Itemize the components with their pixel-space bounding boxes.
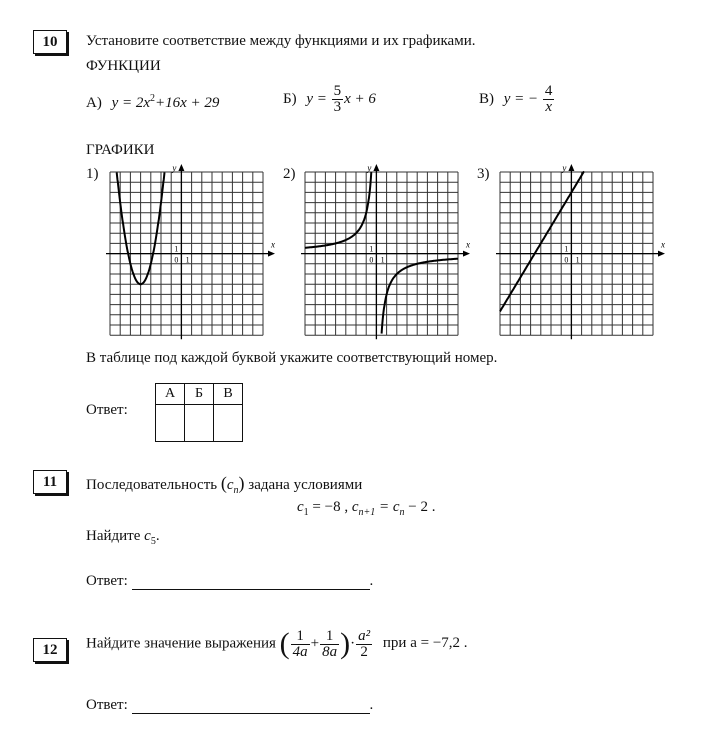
frac1-num: 1 (291, 629, 310, 645)
function-a-expr: y = 2x (111, 95, 151, 111)
task-number-10: 10 (33, 30, 67, 54)
graph-3-label: 3) (477, 166, 490, 182)
sequence-conditions (297, 499, 436, 518)
answer-table-header-b: Б (185, 384, 214, 405)
x-axis-label: x (466, 239, 470, 250)
hyperbola-right-branch (382, 259, 458, 334)
tick-label-1-y: 1 (174, 244, 179, 254)
y-axis-arrow (178, 164, 184, 171)
function-b-pre: y = (306, 90, 327, 107)
function-v-numerator: 4 (544, 83, 553, 99)
tick-label-1-x: 1 (380, 255, 385, 265)
function-b-label: Б) (283, 90, 297, 107)
function-a (86, 93, 219, 112)
task-number-11: 11 (33, 470, 67, 494)
function-v-denominator: x (545, 99, 552, 115)
task12-prompt-text: Найдите значение выражения (86, 635, 276, 652)
x-axis-arrow (268, 251, 275, 257)
y-axis-label: y (172, 163, 177, 173)
cond2-lhs: c (351, 499, 359, 515)
function-v-pre: y = − (503, 90, 539, 107)
tick-label-0: 0 (174, 255, 179, 265)
x-axis-label: x (271, 239, 275, 250)
function-b-fraction (332, 84, 344, 115)
graph-1 (100, 162, 285, 342)
graph-1-label: 1) (86, 166, 99, 182)
task11-find (86, 528, 160, 547)
dot-sign: · (350, 635, 356, 652)
task12-answer-field[interactable] (132, 699, 370, 714)
plus-sign: + (310, 635, 320, 652)
task11-find-pre: Найдите (86, 528, 141, 544)
task10-answer-label: Ответ: (86, 402, 128, 418)
function-v (479, 84, 555, 115)
cond2-mid: = c (379, 499, 400, 515)
x-axis-arrow (658, 251, 665, 257)
x-axis-label: x (661, 239, 665, 250)
graph-2 (295, 162, 480, 342)
answer-table (155, 383, 243, 442)
function-v-label: В) (479, 90, 494, 107)
task12-answer (86, 697, 373, 714)
function-b-numerator: 5 (333, 83, 342, 99)
cond1-rhs: = −8 , (312, 499, 349, 515)
frac3-num: a² (358, 627, 371, 644)
frac-1-over-8a (320, 629, 339, 660)
task12-condition: при a = −7,2 . (382, 635, 468, 652)
functions-header: ФУНКЦИИ (86, 58, 161, 74)
task12-answer-end: . (369, 697, 374, 713)
answer-cell-v[interactable] (214, 405, 243, 442)
task11-find-var: c (144, 528, 151, 544)
function-b-post: x + 6 (344, 90, 376, 107)
tick-label-1-y: 1 (369, 244, 374, 254)
answer-table-header-v: В (214, 384, 243, 405)
sequence-index: n (233, 485, 239, 496)
y-axis-label: y (367, 163, 372, 173)
cond1-sub: 1 (303, 507, 309, 518)
task11-find-sub: 5 (150, 536, 156, 547)
task11-prompt-post: задана условиями (248, 477, 363, 493)
task11-answer-end: . (369, 573, 374, 589)
task11-answer-field[interactable] (132, 575, 370, 590)
frac-1-over-4a (291, 629, 310, 660)
task11-prompt: Последовательность $(c_n)$ задана условиями (86, 473, 363, 496)
y-axis-arrow (568, 164, 574, 171)
task10-prompt: Установите соответствие между функциями и их графиками. (86, 33, 476, 49)
task11-prompt-pre: Последовательность (86, 477, 218, 493)
function-a-label: А) (86, 95, 102, 111)
function-b (283, 84, 376, 115)
task11-answer (86, 573, 373, 590)
graph-2-label: 2) (283, 166, 296, 182)
tick-label-0: 0 (564, 255, 569, 265)
task12-prompt: Найдите значение выражения ( $\frac{1}{4a}$ + $\frac{1}{8a}$ )· $\frac{\text{a²}}{2}$ при a = −7,2 . (86, 627, 468, 660)
tick-label-0: 0 (369, 255, 374, 265)
table-instruction: В таблице под каждой буквой укажите соответствующий номер. (86, 350, 498, 366)
tick-label-1-x: 1 (185, 255, 190, 265)
function-a-rest: +16x + 29 (155, 95, 220, 111)
frac3-den: 2 (360, 643, 368, 660)
cond1-lhs: c (297, 499, 304, 515)
task-number-12: 12 (33, 638, 67, 662)
graphs-header: ГРАФИКИ (86, 142, 155, 158)
x-axis-arrow (463, 251, 470, 257)
frac-a2-over-2 (356, 629, 372, 660)
frac2-num: 1 (320, 629, 339, 645)
frac2-den: 8a (322, 643, 338, 660)
tick-label-1-y: 1 (564, 244, 569, 254)
answer-cell-b[interactable] (185, 405, 214, 442)
y-axis-arrow (373, 164, 379, 171)
frac1-den: 4a (292, 643, 308, 660)
sequence-name: c (226, 477, 234, 493)
y-axis-label: y (562, 163, 567, 173)
task11-find-post: . (155, 528, 160, 544)
answer-table-header-a: А (156, 384, 185, 405)
task11-answer-label: Ответ: (86, 573, 128, 589)
cond2-sub: n+1 (358, 507, 376, 518)
function-b-denominator: 3 (333, 99, 342, 115)
cond2-rhs: − 2 . (408, 499, 436, 515)
function-a-exponent: 2 (150, 93, 156, 104)
task12-answer-label: Ответ: (86, 697, 128, 713)
cond2-sub2: n (399, 507, 405, 518)
answer-cell-a[interactable] (156, 405, 185, 442)
graph-3 (490, 162, 675, 342)
tick-label-1-x: 1 (575, 255, 580, 265)
function-v-fraction (543, 84, 555, 115)
